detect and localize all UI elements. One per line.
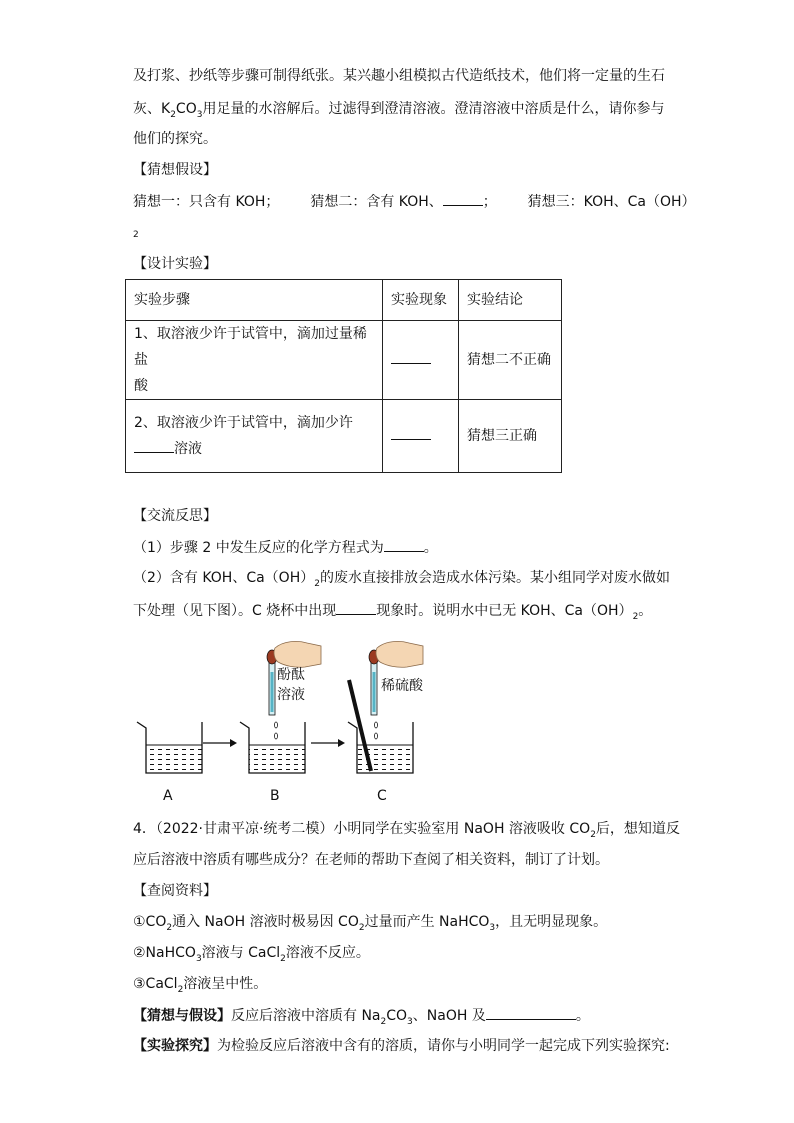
arrow-right-icon: [311, 739, 345, 747]
intro-line-3: 他们的探究。: [133, 131, 217, 147]
table-row: [126, 400, 562, 473]
intro-line-2: 灰、$K_2CO_3$用足量的水溶解后。过滤得到澄清溶液。澄清溶液中溶质是什么，请你参与: [133, 101, 665, 120]
reflection-heading: 【交流反思】: [133, 508, 217, 524]
table-row: [126, 321, 562, 400]
lookup-item-1: $①CO_2$通入 NaOH 溶液时极易因 $CO_2$过量而产生 NaHCO$_3$，且无明显现象。: [133, 914, 608, 933]
lookup-item-3: ③CaCl$_2$溶液呈中性。: [133, 976, 268, 995]
answer-blank[interactable]: [134, 438, 174, 453]
label-dilute-sulfuric-acid: 稀硫酸: [381, 678, 423, 694]
hand-icon: [274, 641, 321, 667]
guess-1: 猜想一：只含有 KOH；: [133, 194, 280, 210]
answer-blank[interactable]: [384, 537, 424, 552]
header-step: 实验步骤: [126, 280, 383, 321]
experiment-table: [125, 279, 562, 473]
table-header-row: [126, 280, 562, 321]
design-heading: 【设计实验】: [133, 256, 217, 272]
reflection-q2-line2: 下处理（见下图）。C 烧杯中出现 现象时。说明水中已无 KOH、$Ca(OH)_2$。: [133, 600, 652, 621]
beaker-a: [137, 722, 202, 773]
answer-blank[interactable]: [336, 600, 376, 615]
experiment-diagram: [125, 632, 445, 807]
caption-a: A: [163, 788, 173, 804]
header-phenomenon: 实验现象: [383, 280, 459, 321]
header-conclusion: 实验结论: [459, 280, 562, 321]
guess-3-subscript: 2: [133, 230, 139, 240]
q4-line-1: 4．（2022·甘肃平凉·统考二模）小明同学在实验室用 NaOH 溶液吸收 $CO_2$后，想知道反: [133, 821, 680, 840]
row1-conclusion: 猜想二不正确: [459, 321, 562, 400]
row2-step: 2、取溶液少许于试管中，滴加少许 溶液: [126, 400, 383, 473]
guess-line: 【猜想与假设】反应后溶液中溶质有 $Na_2CO_3$、NaOH 及 。: [133, 1005, 590, 1026]
reflection-q1: （1）步骤 2 中发生反应的化学方程式为 。: [133, 537, 438, 558]
arrow-right-icon: [203, 739, 237, 747]
answer-blank[interactable]: [391, 425, 431, 440]
answer-blank[interactable]: [443, 191, 483, 206]
row1-step: 1、取溶液少许于试管中，滴加过量稀盐 酸: [126, 321, 383, 400]
row2-conclusion: 猜想三正确: [459, 400, 562, 473]
label-phenolphthalein: 酚酞 溶液: [277, 667, 305, 703]
caption-b: B: [270, 788, 280, 804]
lookup-heading: 【查阅资料】: [133, 883, 217, 899]
guess-3: 猜想三：KOH、Ca（OH）: [527, 194, 696, 210]
hypothesis-heading: 【猜想假设】: [133, 162, 217, 178]
row1-phenomenon: [383, 321, 459, 400]
hypothesis-line: [133, 191, 696, 212]
explore-line: 【实验探究】为检验反应后溶液中含有的溶质，请你与小明同学一起完成下列实验探究:: [133, 1038, 670, 1054]
intro-line-1: 及打浆、抄纸等步骤可制得纸张。某兴趣小组模拟古代造纸技术，他们将一定量的生石: [133, 68, 665, 84]
lookup-item-2: ②NaHCO$_3$溶液与 CaCl$_2$溶液不反应。: [133, 945, 370, 964]
beaker-c: [348, 722, 413, 773]
q4-line-2: 应后溶液中溶质有哪些成分？在老师的帮助下查阅了相关资料，制订了计划。: [133, 852, 609, 868]
hand-icon: [376, 641, 423, 667]
caption-c: C: [377, 788, 387, 804]
reflection-q2-line1: （2）含有 KOH、$Ca(OH)_2$的废水直接排放会造成水体污染。某小组同学对废水做如: [133, 570, 670, 589]
answer-blank[interactable]: [486, 1005, 576, 1020]
guess-2: 猜想二：含有 KOH、 ；: [310, 194, 496, 210]
beaker-b: [240, 722, 305, 773]
row2-phenomenon: [383, 400, 459, 473]
answer-blank[interactable]: [391, 349, 431, 364]
